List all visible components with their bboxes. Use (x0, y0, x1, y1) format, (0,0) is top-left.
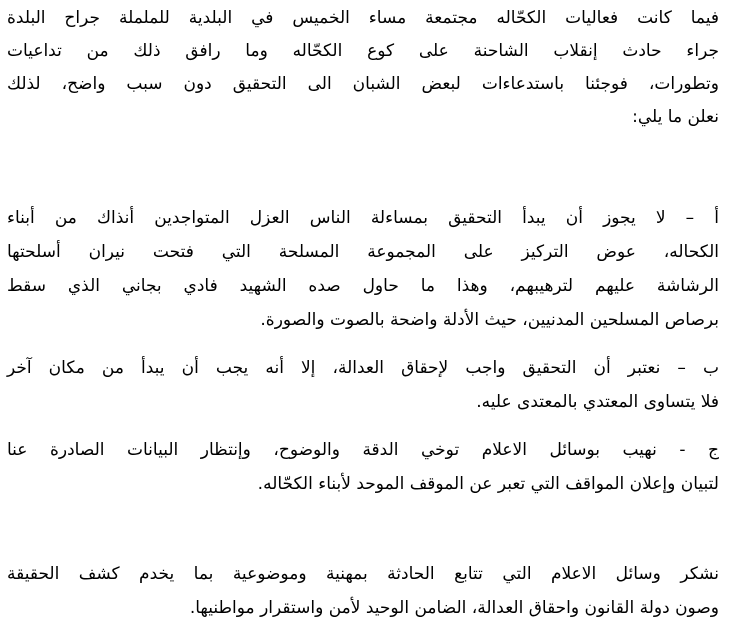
intro-line-2: جراء حادث إنقلاب الشاحنة على كوع الكحّاله وما رافق ذلك من تداعيات (7, 41, 719, 61)
point-a-line-2: الكحاله، عوض التركيز على المجموعة المسلحة التي فتحت نيران أسلحتها (7, 242, 719, 262)
point-c-line-1: ج - نهيب بوسائل الاعلام توخي الدقة والوضوح، وإنتظار البيانات الصادرة عنا (7, 440, 719, 460)
point-a-line-3: الرشاشة عليهم لترهيبهم، وهذا ما حاول صده الشهيد فادي بجاني الذي سقط (7, 276, 719, 296)
point-a-line-1: أ – لا يجوز أن يبدأ التحقيق بمساءلة الناس العزل المتواجدين أنذاك من أبناء (7, 208, 719, 228)
point-b-line-2: فلا يتساوى المعتدي بالمعتدى عليه. (476, 392, 719, 412)
intro-line-3: وتطورات، فوجئنا باستدعاءات لبعض الشبان الى التحقيق دون سبب واضح، لذلك (7, 74, 719, 94)
intro-line-1: فيما كانت فعاليات الكحّاله مجتمعة مساء الخميس في البلدية للململة جراح البلدة (7, 8, 719, 28)
point-c-line-2: لتبيان وإعلان المواقف التي تعبر عن الموقف الموحد لأبناء الكحّاله. (257, 474, 719, 494)
point-b-line-1: ب – نعتبر أن التحقيق واجب لإحقاق العدالة، إلا أنه يجب أن يبدأ من مكان آخر (7, 358, 719, 378)
closing-line-2: وصون دولة القانون واحقاق العدالة، الضامن الوحيد لأمن واستقرار مواطنيها. (189, 598, 719, 618)
point-a-line-4: برصاص المسلحين المدنيين، حيث الأدلة واضحة بالصوت والصورة. (260, 310, 719, 330)
intro-line-4: نعلن ما يلي: (632, 107, 719, 127)
closing-line-1: نشكر وسائل الاعلام التي تتابع الحادثة بمهنية وموضوعية بما يخدم كشف الحقيقة (7, 564, 719, 584)
